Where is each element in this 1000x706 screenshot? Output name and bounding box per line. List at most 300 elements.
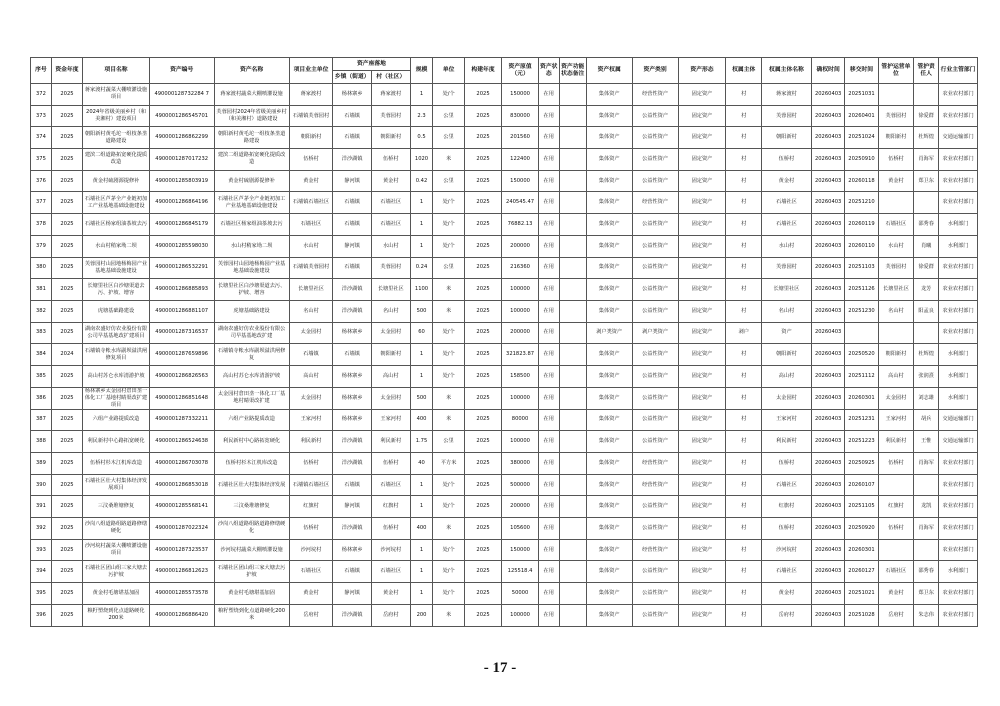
cell-responsible: 杜辉煌 <box>914 344 939 366</box>
cell-owner-name: 蒋家渡村 <box>761 84 811 106</box>
cell-seq: 391 <box>31 496 52 518</box>
cell-func-status <box>559 583 586 605</box>
cell-confirm-time: 20260403 <box>811 322 844 344</box>
cell-owner-type: 村 <box>726 149 761 171</box>
cell-scale: 500 <box>410 387 433 409</box>
cell-town: 石墙镇 <box>333 561 372 583</box>
cell-village: 芙蓉园村 <box>371 105 410 127</box>
cell-responsible: 张润熹 <box>914 365 939 387</box>
cell-confirm-time: 20260403 <box>811 257 844 279</box>
cell-owner-name: 伍桥村 <box>761 518 811 540</box>
cell-asset-code: 4900001286864196 <box>149 192 214 214</box>
cell-owner-name: 石墙社区 <box>761 214 811 236</box>
cell-project-name: 沙河垸村蔬菜大棚喷灌设施项目 <box>83 539 150 561</box>
cell-fund-year: 2025 <box>51 365 82 387</box>
cell-unit: 处/个 <box>433 84 464 106</box>
cell-value: 125518.4 <box>502 561 539 583</box>
table-row <box>31 539 978 561</box>
cell-fund-year: 2025 <box>51 214 82 236</box>
cell-owner-unit: 黄金村 <box>289 170 333 192</box>
cell-func-status <box>559 105 586 127</box>
cell-ownership: 集体资产 <box>586 518 632 540</box>
cell-owner-type: 村 <box>726 84 761 106</box>
cell-department: 农业农村部门 <box>939 149 978 171</box>
cell-handover-time: 20251126 <box>845 279 878 301</box>
cell-status: 在用 <box>538 170 559 192</box>
cell-asset-code: 4900001287022324 <box>149 518 214 540</box>
cell-ownership: 集体资产 <box>586 539 632 561</box>
cell-manager <box>878 84 913 106</box>
cell-fund-year: 2025 <box>51 604 82 626</box>
cell-department: 农业农村部门 <box>939 84 978 106</box>
cell-manager <box>878 192 913 214</box>
cell-func-status <box>559 170 586 192</box>
cell-project-name: 沙岗八组道路组路道路修缮硬化 <box>83 518 150 540</box>
cell-project-name: 湖南农盛好仿农业股份有限公司早基基地改扩建项目 <box>83 322 150 344</box>
cell-value: 150000 <box>502 84 539 106</box>
cell-build-year: 2025 <box>464 474 502 496</box>
cell-value: 100000 <box>502 279 539 301</box>
cell-status: 在用 <box>538 84 559 106</box>
cell-owner-name: 芙蓉园村 <box>761 105 811 127</box>
cell-scale: 2.3 <box>410 105 433 127</box>
cell-confirm-time: 20260403 <box>811 453 844 475</box>
cell-manager: 伍桥村 <box>878 453 913 475</box>
cell-value: 158500 <box>502 365 539 387</box>
cell-handover-time: 20260401 <box>845 105 878 127</box>
cell-handover-time: 20260301 <box>845 387 878 409</box>
cell-department: 水利部门 <box>939 235 978 257</box>
header-unit: 单位 <box>433 58 464 84</box>
cell-asset-code: 4900001286885893 <box>149 279 214 301</box>
cell-asset-name: 高山村苏仑水库清游护坡 <box>214 365 289 387</box>
cell-village: 朝阳新村 <box>371 344 410 366</box>
cell-unit: 公里 <box>433 431 464 453</box>
cell-owner-unit: 名山村 <box>289 300 333 322</box>
cell-handover-time: 20250925 <box>845 453 878 475</box>
cell-responsible: 肖曦 <box>914 235 939 257</box>
cell-build-year: 2025 <box>464 518 502 540</box>
cell-village: 太金园村 <box>371 387 410 409</box>
cell-value: 240545.47 <box>502 192 539 214</box>
cell-handover-time: 20251223 <box>845 431 878 453</box>
cell-manager: 利民新村 <box>878 431 913 453</box>
cell-confirm-time: 20260403 <box>811 583 844 605</box>
cell-status: 在用 <box>538 561 559 583</box>
cell-fund-year: 2025 <box>51 127 82 149</box>
cell-owner-unit: 沙河垸村 <box>289 539 333 561</box>
table-row <box>31 453 978 475</box>
cell-responsible: 肖海军 <box>914 518 939 540</box>
cell-handover-time: 20251231 <box>845 409 878 431</box>
cell-owner-name: 利民新村 <box>761 431 811 453</box>
cell-build-year: 2025 <box>464 257 502 279</box>
header-handover-time: 移交时间 <box>845 58 878 84</box>
cell-responsible: 朱志伟 <box>914 604 939 626</box>
cell-status: 在用 <box>538 496 559 518</box>
cell-owner-name: 伍桥村 <box>761 149 811 171</box>
cell-status: 在用 <box>538 127 559 149</box>
table-row <box>31 474 978 496</box>
cell-department: 农业农村部门 <box>939 170 978 192</box>
cell-seq: 386 <box>31 387 52 409</box>
cell-project-name: 虎塘基础路建设 <box>83 300 150 322</box>
cell-manager: 王家河村 <box>878 409 913 431</box>
header-value: 资产原值（元） <box>502 58 539 84</box>
cell-fund-year: 2025 <box>51 561 82 583</box>
cell-village: 芙蓉园村 <box>371 257 410 279</box>
cell-seq: 372 <box>31 84 52 106</box>
cell-asset-name: 六组产业路提质改造 <box>214 409 289 431</box>
cell-form: 固定资产 <box>678 365 726 387</box>
cell-manager: 黄金村 <box>878 583 913 605</box>
cell-town: 杨林寨乡 <box>333 84 372 106</box>
cell-owner-type: 村 <box>726 453 761 475</box>
cell-manager: 芙蓉园村 <box>878 257 913 279</box>
cell-responsible: 龙凯 <box>914 496 939 518</box>
cell-fund-year: 2025 <box>51 300 82 322</box>
cell-fund-year: 2025 <box>51 518 82 540</box>
table-row <box>31 365 978 387</box>
cell-confirm-time: 20260403 <box>811 387 844 409</box>
cell-confirm-time: 20260403 <box>811 518 844 540</box>
cell-build-year: 2025 <box>464 322 502 344</box>
cell-status: 在用 <box>538 149 559 171</box>
cell-owner-unit: 黄金村 <box>289 583 333 605</box>
cell-handover-time: 20250920 <box>845 518 878 540</box>
cell-func-status <box>559 453 586 475</box>
cell-town: 石墙镇 <box>333 192 372 214</box>
cell-form: 固定资产 <box>678 235 726 257</box>
cell-owner-type: 村 <box>726 583 761 605</box>
cell-category: 公益性资产 <box>632 170 678 192</box>
cell-village: 岳府村 <box>371 604 410 626</box>
header-town: 乡镇（街道） <box>333 71 372 84</box>
cell-asset-code: 4900001286886420 <box>149 604 214 626</box>
table-row <box>31 604 978 626</box>
cell-build-year: 2025 <box>464 453 502 475</box>
cell-seq: 373 <box>31 105 52 127</box>
cell-town: 石墙镇 <box>333 127 372 149</box>
cell-seq: 395 <box>31 583 52 605</box>
cell-func-status <box>559 387 586 409</box>
cell-project-name: 高山村苏仑水库清游护坡 <box>83 365 150 387</box>
cell-owner-unit: 石墙镇芙蓉园村 <box>289 257 333 279</box>
table-row <box>31 561 978 583</box>
cell-responsible <box>914 539 939 561</box>
cell-seq: 375 <box>31 149 52 171</box>
table-row <box>31 214 978 236</box>
cell-town: 静河镇 <box>333 235 372 257</box>
cell-scale: 1 <box>410 214 433 236</box>
cell-owner-unit: 石墙社区 <box>289 214 333 236</box>
cell-unit: 处/个 <box>433 344 464 366</box>
cell-village: 红旗村 <box>371 496 410 518</box>
cell-ownership: 集体资产 <box>586 257 632 279</box>
cell-form: 固定资产 <box>678 496 726 518</box>
cell-town: 静河镇 <box>333 583 372 605</box>
cell-handover-time: 20250910 <box>845 149 878 171</box>
cell-asset-name: 沙岗八组道路组路道路修缮硬化 <box>214 518 289 540</box>
cell-asset-code: 4900001286532291 <box>149 257 214 279</box>
cell-scale: 1 <box>410 474 433 496</box>
cell-seq: 374 <box>31 127 52 149</box>
cell-build-year: 2025 <box>464 105 502 127</box>
cell-responsible: 龙芳 <box>914 279 939 301</box>
cell-value: 100000 <box>502 604 539 626</box>
cell-seq: 384 <box>31 344 52 366</box>
cell-owner-name: 资产 <box>761 322 811 344</box>
header-build-year: 构建年度 <box>464 58 502 84</box>
cell-unit: 米 <box>433 300 464 322</box>
cell-form: 固定资产 <box>678 170 726 192</box>
cell-owner-name: 黄金村 <box>761 583 811 605</box>
cell-confirm-time: 20260403 <box>811 474 844 496</box>
cell-build-year: 2025 <box>464 583 502 605</box>
cell-status: 在用 <box>538 409 559 431</box>
cell-asset-name: 蒋家渡村蔬菜大棚喷灌设施 <box>214 84 289 106</box>
cell-manager: 黄金村 <box>878 170 913 192</box>
table-row <box>31 235 978 257</box>
cell-owner-type: 剥户 <box>726 322 761 344</box>
cell-asset-name: 利民新村中心路拓宽硬化 <box>214 431 289 453</box>
cell-build-year: 2025 <box>464 496 502 518</box>
cell-asset-name: 长塘里社区白沙塘渠道去污、护坡、增容 <box>214 279 289 301</box>
table-body <box>31 84 978 627</box>
cell-category: 经营性资产 <box>632 192 678 214</box>
cell-fund-year: 2025 <box>51 84 82 106</box>
cell-status: 在用 <box>538 387 559 409</box>
cell-asset-code: 4900001286524638 <box>149 431 214 453</box>
cell-project-name: 水山村稍家坳二坝 <box>83 235 150 257</box>
cell-owner-name: 朝阳新村 <box>761 127 811 149</box>
cell-town: 洋沙湖镇 <box>333 453 372 475</box>
cell-town: 杨林寨乡 <box>333 387 372 409</box>
cell-owner-unit: 高山村 <box>289 365 333 387</box>
cell-value: 500000 <box>502 474 539 496</box>
cell-scale: 0.42 <box>410 170 433 192</box>
header-village: 村（社区） <box>371 71 410 84</box>
cell-value: 122400 <box>502 149 539 171</box>
cell-func-status <box>559 518 586 540</box>
cell-asset-code: 4900001285573578 <box>149 583 214 605</box>
cell-seq: 382 <box>31 300 52 322</box>
cell-unit: 处/个 <box>433 496 464 518</box>
cell-scale: 1 <box>410 84 433 106</box>
cell-village: 黄金村 <box>371 583 410 605</box>
cell-asset-name: 石墙社区团山组三家大塘去污护坡 <box>214 561 289 583</box>
cell-func-status <box>559 84 586 106</box>
cell-responsible <box>914 474 939 496</box>
cell-value: 80000 <box>502 409 539 431</box>
cell-manager: 红旗村 <box>878 496 913 518</box>
cell-form: 固定资产 <box>678 127 726 149</box>
cell-status: 在用 <box>538 300 559 322</box>
cell-confirm-time: 20260403 <box>811 127 844 149</box>
cell-status: 在用 <box>538 518 559 540</box>
cell-func-status <box>559 235 586 257</box>
cell-owner-type: 村 <box>726 344 761 366</box>
cell-ownership: 集体资产 <box>586 214 632 236</box>
cell-responsible <box>914 84 939 106</box>
cell-asset-code: 4900001287332211 <box>149 409 214 431</box>
table-row <box>31 149 978 171</box>
cell-owner-unit: 伍桥村 <box>289 149 333 171</box>
cell-fund-year: 2025 <box>51 279 82 301</box>
cell-build-year: 2025 <box>464 431 502 453</box>
cell-responsible: 胡兵 <box>914 409 939 431</box>
cell-form: 固定资产 <box>678 344 726 366</box>
cell-form: 固定资产 <box>678 561 726 583</box>
header-responsible: 管护责任人 <box>914 58 939 84</box>
cell-responsible: 王惟 <box>914 431 939 453</box>
cell-build-year: 2025 <box>464 127 502 149</box>
cell-scale: 1 <box>410 365 433 387</box>
cell-owner-name: 长塘里社区 <box>761 279 811 301</box>
cell-asset-name: 太金园村倉田垄一体化工厂基地村睛渠改扩建 <box>214 387 289 409</box>
cell-owner-type: 村 <box>726 496 761 518</box>
cell-department: 农业农村部门 <box>939 105 978 127</box>
cell-owner-type: 村 <box>726 235 761 257</box>
cell-category: 公益性资产 <box>632 583 678 605</box>
cell-village: 石墙社区 <box>371 214 410 236</box>
cell-owner-name: 伍桥村 <box>761 453 811 475</box>
cell-value: 76882.13 <box>502 214 539 236</box>
cell-manager <box>878 322 913 344</box>
cell-village: 石墙社区 <box>371 561 410 583</box>
cell-responsible: 杜辉煌 <box>914 127 939 149</box>
header-category: 资产类别 <box>632 58 678 84</box>
cell-project-name: 长塘里社区白沙塘渠道去污、护坡、增容 <box>83 279 150 301</box>
cell-fund-year: 2025 <box>51 105 82 127</box>
cell-confirm-time: 20260403 <box>811 409 844 431</box>
cell-value: 150000 <box>502 539 539 561</box>
cell-ownership: 集体资产 <box>586 409 632 431</box>
cell-department: 农业农村部门 <box>939 474 978 496</box>
cell-fund-year: 2025 <box>51 431 82 453</box>
cell-fund-year: 2025 <box>51 322 82 344</box>
cell-unit: 公里 <box>433 257 464 279</box>
cell-fund-year: 2025 <box>51 409 82 431</box>
cell-func-status <box>559 496 586 518</box>
cell-scale: 400 <box>410 518 433 540</box>
cell-owner-type: 村 <box>726 387 761 409</box>
cell-handover-time: 20260118 <box>845 170 878 192</box>
cell-fund-year: 2025 <box>51 257 82 279</box>
cell-project-name: 石墙镇寺帐水库副坝溢洪闸修复项目 <box>83 344 150 366</box>
cell-village: 王家河村 <box>371 409 410 431</box>
cell-village: 石墙社区 <box>371 192 410 214</box>
cell-asset-code: 4900001287316537 <box>149 322 214 344</box>
cell-ownership: 集体资产 <box>586 170 632 192</box>
cell-unit: 公里 <box>433 127 464 149</box>
cell-value: 321823.87 <box>502 344 539 366</box>
cell-unit: 处/个 <box>433 561 464 583</box>
cell-department: 农业农村部门 <box>939 453 978 475</box>
cell-status: 在用 <box>538 214 559 236</box>
cell-seq: 381 <box>31 279 52 301</box>
cell-handover-time: 20251105 <box>845 496 878 518</box>
cell-ownership: 集体资产 <box>586 496 632 518</box>
cell-village: 伍桥村 <box>371 453 410 475</box>
cell-scale: 200 <box>410 604 433 626</box>
cell-unit: 处/个 <box>433 474 464 496</box>
cell-owner-type: 村 <box>726 127 761 149</box>
cell-form: 固定资产 <box>678 257 726 279</box>
cell-value: 200000 <box>502 322 539 344</box>
cell-build-year: 2025 <box>464 387 502 409</box>
cell-form: 固定资产 <box>678 279 726 301</box>
cell-owner-unit: 岳府村 <box>289 604 333 626</box>
cell-owner-type: 村 <box>726 561 761 583</box>
cell-value: 100000 <box>502 300 539 322</box>
cell-owner-name: 沙河垸村 <box>761 539 811 561</box>
table-row <box>31 431 978 453</box>
cell-ownership: 集体资产 <box>586 105 632 127</box>
cell-seq: 377 <box>31 192 52 214</box>
cell-asset-code: 4900001287659896 <box>149 344 214 366</box>
header-asset-code: 资产编号 <box>149 58 214 84</box>
cell-ownership: 集体资产 <box>586 192 632 214</box>
cell-status: 在用 <box>538 583 559 605</box>
cell-category: 公益性资产 <box>632 387 678 409</box>
cell-status: 在用 <box>538 322 559 344</box>
cell-owner-unit: 伍桥村 <box>289 453 333 475</box>
cell-village: 伍桥村 <box>371 149 410 171</box>
cell-handover-time: 20251021 <box>845 583 878 605</box>
cell-category: 公益性资产 <box>632 105 678 127</box>
cell-asset-code: 4900001285803919 <box>149 170 214 192</box>
cell-fund-year: 2025 <box>51 192 82 214</box>
cell-category: 公益性资产 <box>632 279 678 301</box>
table-row <box>31 192 978 214</box>
cell-department: 农业农村部门 <box>939 279 978 301</box>
cell-owner-type: 村 <box>726 409 761 431</box>
cell-department: 农业农村部门 <box>939 583 978 605</box>
cell-fund-year: 2025 <box>51 170 82 192</box>
cell-ownership: 集体资产 <box>586 149 632 171</box>
cell-owner-name: 王家河村 <box>761 409 811 431</box>
cell-project-name: 石墙社区芦茅全产业链初加工产业基地基础设施建设 <box>83 192 150 214</box>
header-status: 资产状态 <box>538 58 559 84</box>
cell-unit: 处/个 <box>433 235 464 257</box>
page-number: - 17 - <box>483 660 517 676</box>
header-form: 资产形态 <box>678 58 726 84</box>
cell-asset-name: 粮籽塑烧到化点道路硬化200米 <box>214 604 289 626</box>
cell-form: 固定资产 <box>678 453 726 475</box>
cell-ownership: 集体资产 <box>586 561 632 583</box>
cell-manager: 芙蓉园村 <box>878 105 913 127</box>
cell-seq: 385 <box>31 365 52 387</box>
cell-seq: 383 <box>31 322 52 344</box>
cell-func-status <box>559 279 586 301</box>
cell-owner-unit: 水山村 <box>289 235 333 257</box>
cell-asset-name: 芙蓉园村山园地杨梅园产业基地基础设施建设 <box>214 257 289 279</box>
cell-confirm-time: 20260403 <box>811 431 844 453</box>
cell-department: 农业农村部门 <box>939 257 978 279</box>
cell-town: 洋沙湖镇 <box>333 604 372 626</box>
cell-status: 在用 <box>538 604 559 626</box>
cell-department: 农业农村部门 <box>939 604 978 626</box>
cell-town: 洋沙湖镇 <box>333 431 372 453</box>
cell-owner-type: 村 <box>726 170 761 192</box>
cell-asset-code: 4900001286881107 <box>149 300 214 322</box>
cell-seq: 376 <box>31 170 52 192</box>
cell-owner-unit: 红旗村 <box>289 496 333 518</box>
cell-unit: 米 <box>433 409 464 431</box>
cell-confirm-time: 20260403 <box>811 604 844 626</box>
cell-category: 公益性资产 <box>632 235 678 257</box>
